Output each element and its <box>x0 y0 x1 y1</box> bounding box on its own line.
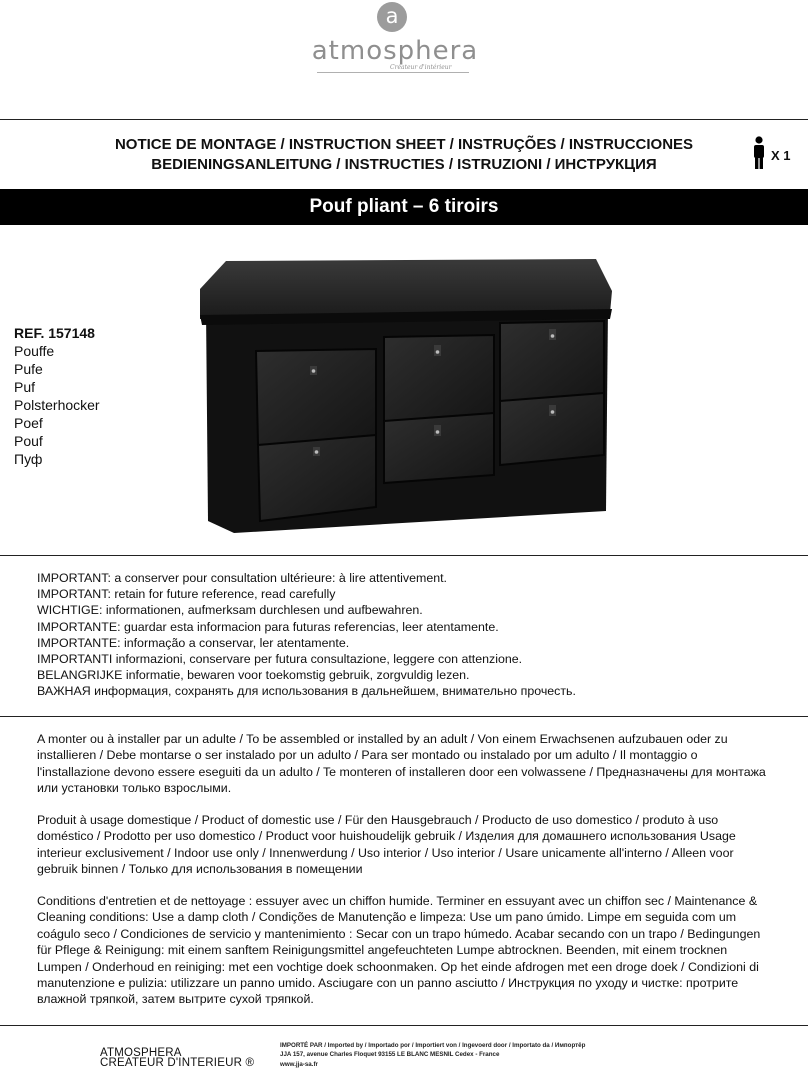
adult-assembly-paragraph: A monter ou à installer par un adulte / To be assembled or installed by an adult / Von einem Erwachsenen aufzubauen oder zu installieren / Debe montarse o ser instalado por un adulto / Para ser montado ou instalado por um adulto / Il montaggio o l'installazione devono essere eseguiti da un adulto / Te monteren of installeren door een volwassene / Предназначены для монтажа или установки только взрослыми. <box>37 732 766 796</box>
person-icon <box>751 136 767 170</box>
product-name-it: Pouf <box>14 433 43 449</box>
imported-by: IMPORTÉ PAR / Imported by / Importado por / Importiert von / Ingevoerd door / Importato da / Импортёр <box>280 1042 586 1049</box>
product-name-pt: Pufe <box>14 361 43 377</box>
header-divider <box>0 119 808 120</box>
cleaning-paragraph: Conditions d'entretien et de nettoyage : essuyer avec un chiffon humide. Terminer en essuyant avec un chiffon sec / Maintenance & Cleaning conditions: Use a damp cloth / Condições de Manutenção e limpeza: Use um pano úmido. Limpe em seguida com um coágulo seco / Condiciones de servicio y mantenimiento : Secar con un trapo húmedo. Acabar secando con un trapo / Bedingungen für Pflege & Reinigung: mit einem sanftem Reinigungsmittel angefeuchteten Lumpe abtrocknen. Beenden, mit einem trocknen Lumpen / Onderhoud en reiniging: met een vochtige doek schoonmaken. Op het einde afdrogen met een droge doek / Condizioni di manutenzione e pulizia: utilizzare un panno umido. Asciugare con un panno asciutto / Инструкция по уходу и чистке: протрите влажной тряпкой, затем вытрите сухой тряпкой. <box>37 894 761 1007</box>
product-name-ru: Пуф <box>14 451 43 467</box>
instruction-title-line-2: BEDIENINGSANLEITUNG / INSTRUCTIES / ISTRUZIONI / ИНСТРУКЦИЯ <box>151 156 657 173</box>
product-image <box>196 259 614 535</box>
important-nl: BELANGRIJKE informatie, bewaren voor toekomstig gebruik, zorgvuldig lezen. <box>37 668 470 683</box>
logo-a-icon: a <box>377 2 407 32</box>
product-reference: REF. 157148 <box>14 325 95 341</box>
product-name-fr: Pouffe <box>14 343 55 359</box>
logo-tagline: Créateur d'intérieur <box>390 64 452 71</box>
footer-brand-name: ATMOSPHERA <box>100 1047 182 1059</box>
important-en: IMPORTANT: retain for future reference, read carefully <box>37 587 336 602</box>
footer-divider <box>0 1025 808 1026</box>
important-fr: IMPORTANT: a conserver pour consultation ultérieure: à lire attentivement. <box>37 571 447 585</box>
logo-wordmark: atmosphera <box>311 36 479 66</box>
important-de: WICHTIGE: informationen, aufmerksam durchlesen und aufbewahren. <box>37 603 423 618</box>
instruction-title-line-1: NOTICE DE MONTAGE / INSTRUCTION SHEET / INSTRUÇÕES / INSTRUCCIONES <box>114 136 694 153</box>
important-it: IMPORTANTI informazioni, conservare per futura consultazione, leggere con attenzione. <box>37 652 523 667</box>
importer-website: www.jja-sa.fr <box>280 1060 318 1068</box>
domestic-use-paragraph: Produit à usage domestique / Product of domestic use / Für den Hausgebrauch / Producto de uso domestico / produto à uso doméstico / Prodotto per uso domestico / Product voor huishoudelijk gebruik / Изделия для домашнего использования Usage interieur exclusivement / Indoor use only / Innenwerdung / Uso interior / Uso interior / Usare unicamente all'interno / Alleen voor gebruik binnen / Только для использования в помещении <box>37 813 736 877</box>
important-notes <box>37 570 576 700</box>
important-pt: IMPORTANTE: informação a conservar, ler atentamente. <box>37 635 350 650</box>
important-es: IMPORTANTE: guardar esta informacion para futuras referencias, leer atentamente. <box>37 619 499 634</box>
person-count: X 1 <box>771 148 791 163</box>
footer-brand-tagline: CREATEUR D'INTERIEUR ® <box>100 1057 255 1069</box>
important-ru: ВАЖНАЯ информация, сохранять для использования в дальнейшем, внимательно прочесть. <box>37 684 576 699</box>
reference-block <box>14 324 100 468</box>
importer-address: JJA 157, avenue Charles Floquet 93155 LE BLANC MESNIL Cedex - France <box>280 1051 500 1059</box>
logo-underline <box>317 72 469 73</box>
product-name-es: Puf <box>14 379 36 395</box>
section-divider-2 <box>0 716 808 717</box>
product-name-de: Polsterhocker <box>14 397 100 413</box>
section-divider-1 <box>0 555 808 556</box>
product-title-band: Pouf pliant – 6 tiroirs <box>0 189 808 225</box>
product-name-nl: Poef <box>14 415 43 431</box>
importer-info <box>280 1041 585 1069</box>
